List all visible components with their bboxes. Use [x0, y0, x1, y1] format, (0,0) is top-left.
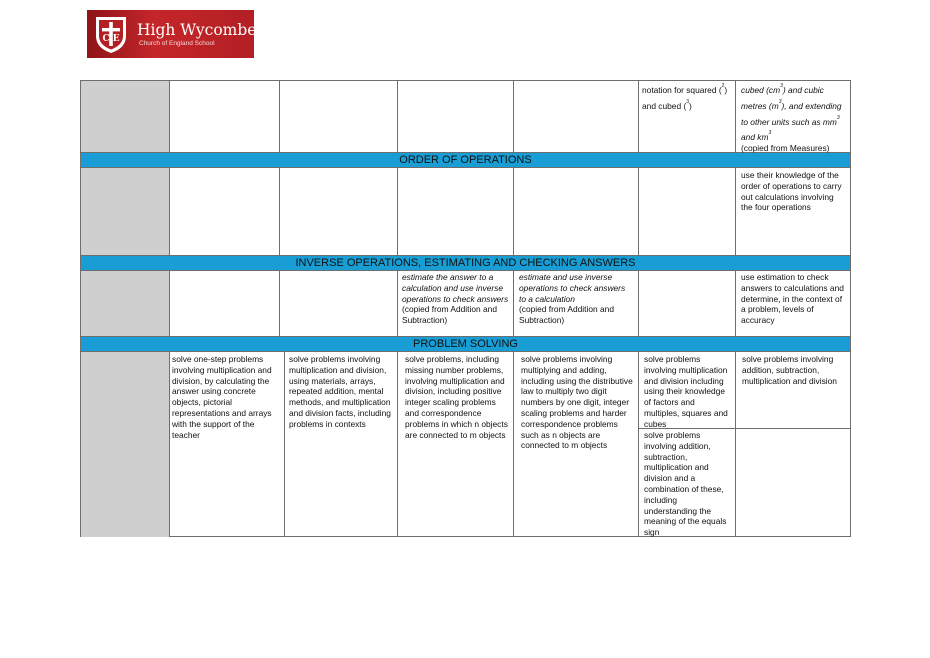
problem-solving-y3: solve problems, including missing number problems, involving multiplication and division, including positive integer scaling problems and correspondence problems in which n objects are connected to m objects: [405, 354, 508, 440]
estimate-inverse-statement-y5: estimate and use inverse operations to check answers to a calculation (copied from Addition and Subtraction): [519, 272, 626, 326]
school-logo: [87, 10, 257, 58]
order-operations-statement: use their knowledge of the order of operations to carry out calculations involving the four operations: [741, 170, 842, 213]
row-header-cell: [81, 271, 169, 336]
estimate-inverse-statement-y4: estimate the answer to a calculation and use inverse operations to check answers (copied from Addition and Subtraction): [402, 272, 509, 326]
school-name: High Wycombe: [137, 20, 257, 39]
problem-solving-y5-factors: solve problems involving multiplication and division including using their knowledge of factors and multiples, squares and cubes: [644, 354, 728, 429]
row-header-cell: [81, 168, 169, 255]
section-order-of-operations: ORDER OF OPERATIONS: [81, 152, 850, 168]
section-problem-solving: PROBLEM SOLVING: [81, 336, 850, 352]
school-subtitle: Church of England School: [139, 39, 215, 47]
problem-solving-y4: solve problems involving multiplying and adding, including using the distributive law to multiply two digit numbers by one digit, integer scaling problems and harder correspondence problems such as n objects are connected to m objects: [521, 354, 633, 451]
problem-solving-y2: solve problems involving multiplication and division, using materials, arrays, repeated addition, mental methods, and multiplication and division facts, including problems in contexts: [289, 354, 391, 429]
curriculum-table: [80, 80, 851, 537]
logo-initials-c: C E: [102, 34, 120, 44]
cubic-units-text: cubed $(cm^3)$ and cubic metres $(m^3)$, and extending to other units such as $mm^3$ and $km^3$ (copied from Measures): [741, 83, 842, 154]
row-header-cell: [81, 352, 169, 537]
squared-cubed-notation: notation for squared ($^2$) and cubed ($^3$): [642, 83, 728, 111]
estimation-accuracy-statement: use estimation to check answers to calculations and determine, in the context of a problem, levels of accuracy: [741, 272, 844, 326]
section-inverse-operations: INVERSE OPERATIONS, ESTIMATING AND CHECKING ANSWERS: [81, 255, 850, 271]
problem-solving-y1: solve one-step problems involving multiplication and division, by calculating the answer using concrete objects, pictorial representations and arrays with the support of the teacher: [172, 354, 272, 440]
row-header-cell: [81, 81, 169, 152]
cross-crest-icon: [93, 13, 129, 55]
problem-solving-y6: solve problems involving addition, subtraction, multiplication and division: [742, 354, 837, 386]
problem-solving-y5-equals: solve problems involving addition, subtraction, multiplication and division and a combination of these, including understanding the meaning of the equals sign: [644, 430, 727, 538]
